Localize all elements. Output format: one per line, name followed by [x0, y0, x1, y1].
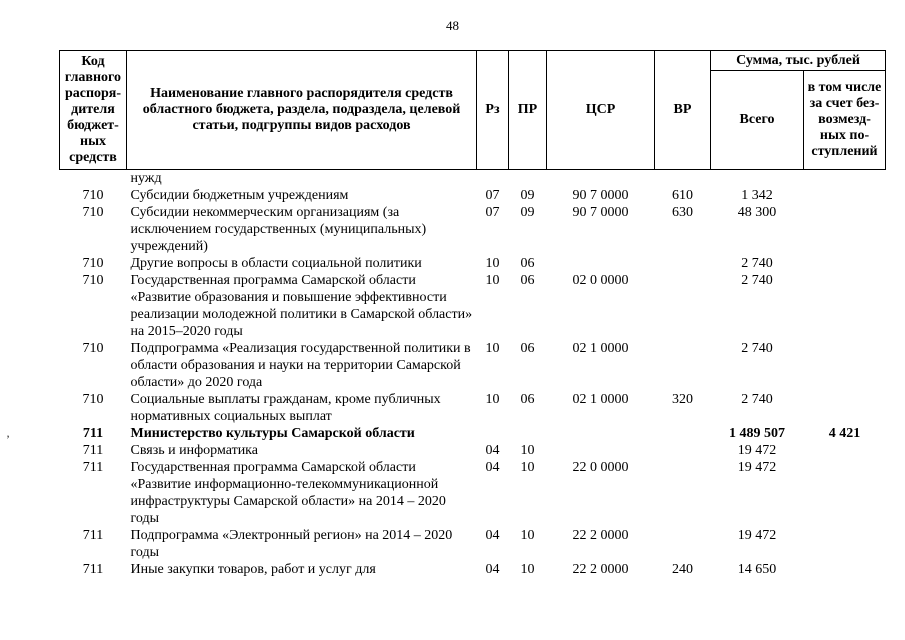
row-vr [655, 527, 711, 561]
row-gratuitous: 4 421 [828, 426, 861, 441]
row-pr: 09 [520, 205, 535, 220]
row-total [711, 170, 804, 188]
row-csr [547, 425, 655, 442]
row-vr: 630 [672, 205, 693, 220]
row-rz: 10 [485, 273, 500, 288]
row-name: Подпрограмма «Электронный регион» на 2014 – 2020 годы [130, 528, 453, 560]
row-total: 2 740 [741, 341, 773, 356]
row-total: 48 300 [737, 205, 777, 220]
row-rz: 10 [485, 392, 500, 407]
header-vr: ВР [655, 51, 711, 170]
table-body [60, 170, 886, 579]
row-gratuitous [804, 340, 886, 391]
row-name: Иные закупки товаров, работ и услуг для [130, 562, 376, 577]
header-rz: Рз [477, 51, 509, 170]
row-code: 711 [82, 426, 104, 441]
row-total: 2 740 [741, 273, 773, 288]
table-row [60, 170, 886, 188]
row-csr: 22 2 0000 [572, 562, 629, 577]
row-code: 710 [82, 341, 104, 356]
row-pr: 10 [520, 460, 535, 475]
row-gratuitous [804, 527, 886, 561]
row-gratuitous [804, 187, 886, 204]
row-rz: 07 [485, 205, 500, 220]
row-pr: 10 [520, 528, 535, 543]
row-name: Субсидии бюджетным учреждениям [130, 188, 349, 203]
table-row [60, 561, 886, 578]
table-row [60, 391, 886, 425]
row-name: Другие вопросы в области социальной политики [130, 256, 422, 271]
row-rz: 04 [485, 528, 500, 543]
header-code: Код главного распоря-дителя бюджет-ных средств [60, 51, 127, 170]
header-pr: ПР [509, 51, 547, 170]
row-csr: 90 7 0000 [572, 188, 629, 203]
margin-mark: ’ [6, 432, 10, 446]
row-pr: 06 [520, 392, 535, 407]
row-vr: 240 [672, 562, 693, 577]
row-code [60, 170, 127, 188]
row-gratuitous [804, 170, 886, 188]
row-name: Государственная программа Самарской области «Развитие информационно-телекоммуникационной инфраструктуры Самарской области» на 2014 – 2020 годы [130, 460, 446, 526]
page-number: 48 [446, 18, 459, 33]
row-gratuitous [804, 459, 886, 527]
row-rz: 04 [485, 460, 500, 475]
row-total: 14 650 [737, 562, 777, 577]
row-csr [547, 170, 655, 188]
table-row [60, 459, 886, 527]
row-vr [655, 255, 711, 272]
row-name: Связь и информатика [130, 443, 258, 458]
row-gratuitous [804, 272, 886, 340]
row-rz: 10 [485, 256, 500, 271]
row-csr: 22 2 0000 [572, 528, 629, 543]
row-csr: 02 0 0000 [572, 273, 629, 288]
table-row [60, 425, 886, 442]
row-pr: 06 [520, 273, 535, 288]
row-name: Подпрограмма «Реализация государственной политики в области образования и науки на территории Самарской области» до 2020 года [130, 341, 471, 390]
table-row [60, 255, 886, 272]
table-row [60, 527, 886, 561]
row-pr: 06 [520, 256, 535, 271]
row-vr [655, 459, 711, 527]
row-vr: 320 [672, 392, 693, 407]
row-total: 2 740 [741, 256, 773, 271]
row-rz: 04 [485, 562, 500, 577]
row-rz [477, 425, 509, 442]
row-code: 710 [82, 273, 104, 288]
table-row [60, 340, 886, 391]
row-total: 19 472 [737, 443, 777, 458]
row-gratuitous [804, 442, 886, 459]
row-name: Субсидии некоммерческим организациям (за исключением государственных (муниципальных) учреждений) [130, 205, 427, 254]
row-code: 710 [82, 392, 104, 407]
row-code: 710 [82, 188, 104, 203]
row-vr [655, 340, 711, 391]
row-total: 19 472 [737, 460, 777, 475]
row-gratuitous [804, 561, 886, 578]
row-name: нужд [130, 171, 162, 186]
row-code: 710 [82, 205, 104, 220]
row-total: 19 472 [737, 528, 777, 543]
row-total: 2 740 [741, 392, 773, 407]
row-name: Министерство культуры Самарской области [130, 426, 415, 441]
row-code: 711 [82, 443, 104, 458]
row-name: Социальные выплаты гражданам, кроме публичных нормативных социальных выплат [130, 392, 441, 424]
row-total: 1 489 507 [729, 426, 785, 441]
row-csr: 02 1 0000 [572, 392, 629, 407]
header-name: Наименование главного распорядителя средств областного бюджета, раздела, подраздела, целевой статьи, подгруппы видов расходов [127, 51, 477, 170]
row-vr: 610 [672, 188, 693, 203]
row-code: 710 [82, 256, 104, 271]
row-pr [509, 170, 547, 188]
row-pr: 10 [520, 562, 535, 577]
table-row [60, 204, 886, 255]
row-csr: 02 1 0000 [572, 341, 629, 356]
row-total: 1 342 [741, 188, 773, 203]
row-vr [655, 272, 711, 340]
row-csr [547, 255, 655, 272]
header-gratuitous: в том числе за счет без-возмезд-ных по-ступлений [804, 71, 886, 170]
row-rz: 04 [485, 443, 500, 458]
table-row [60, 442, 886, 459]
header-sum-group: Сумма, тыс. рублей [711, 51, 886, 71]
row-pr: 06 [520, 341, 535, 356]
row-csr: 22 0 0000 [572, 460, 629, 475]
table-header [60, 51, 886, 170]
row-gratuitous [804, 204, 886, 255]
row-pr: 10 [520, 443, 535, 458]
row-vr [655, 442, 711, 459]
header-total: Всего [711, 71, 804, 170]
row-csr [547, 442, 655, 459]
row-rz: 10 [485, 341, 500, 356]
row-gratuitous [804, 391, 886, 425]
row-vr [655, 170, 711, 188]
row-gratuitous [804, 255, 886, 272]
row-name: Государственная программа Самарской области «Развитие образования и повышение эффективности реализации молодежной политики в Самарской области» на 2015–2020 годы [130, 273, 473, 339]
row-code: 711 [82, 562, 104, 577]
header-csr: ЦСР [547, 51, 655, 170]
row-rz: 07 [485, 188, 500, 203]
row-code: 711 [82, 528, 104, 543]
table-row [60, 272, 886, 340]
row-csr: 90 7 0000 [572, 205, 629, 220]
row-vr [655, 425, 711, 442]
row-rz [477, 170, 509, 188]
row-code: 711 [82, 460, 104, 475]
budget-table [59, 50, 886, 578]
row-pr: 09 [520, 188, 535, 203]
row-pr [509, 425, 547, 442]
table-row [60, 187, 886, 204]
